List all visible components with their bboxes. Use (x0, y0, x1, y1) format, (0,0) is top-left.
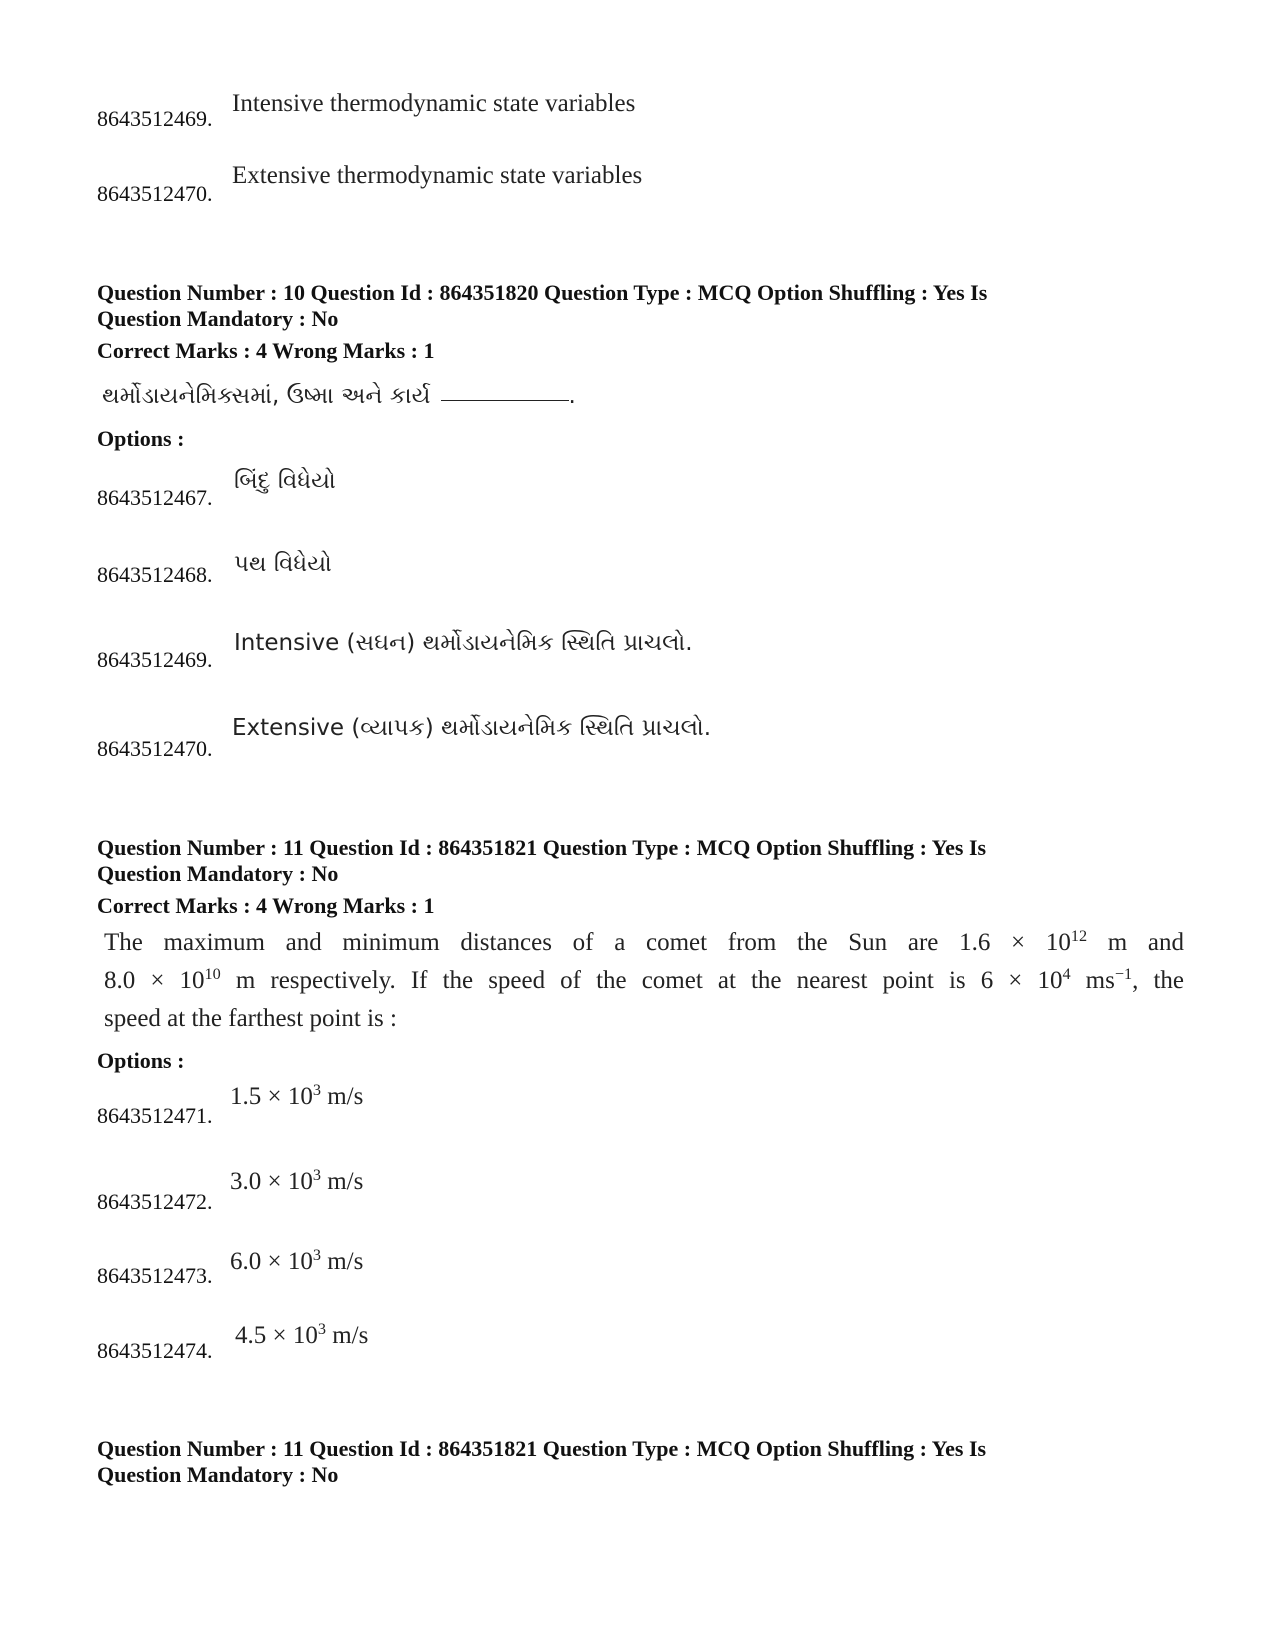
option-id: 8643512468. (97, 562, 213, 587)
option-id: 8643512472. (97, 1189, 213, 1214)
question-text: થર્મોડાયનેમિક્સમાં, ઉષ્મા અને કાર્ય . (102, 383, 576, 409)
option-id: 8643512471. (97, 1103, 213, 1128)
option-text: Intensive (સઘન) થર્મોડાયનેમિક સ્થિતિ પ્રાચલો. (234, 630, 693, 656)
option-text: $1.5 \times 10^3$ m/s (230, 1081, 364, 1110)
option-id: 8643512469. (97, 106, 213, 131)
options-label: Options : (97, 1048, 185, 1073)
question-header-cont: Question Mandatory : No (97, 861, 339, 886)
question-header-cont: Question Mandatory : No (97, 306, 339, 331)
options-label: Options : (97, 426, 185, 451)
option-text: Intensive thermodynamic state variables (232, 90, 636, 117)
option-text: $6.0 \times 10^3$ m/s (230, 1246, 364, 1275)
option-text: બિંદુ વિધેયો (234, 468, 336, 494)
option-id: 8643512469. (97, 647, 213, 672)
option-text: $3.0 \times 10^3$ m/s (230, 1166, 364, 1195)
option-id: 8643512473. (97, 1263, 213, 1288)
question-header: Question Number : 11 Question Id : 864351821 Question Type : MCQ Option Shuffling : Yes Is (97, 1436, 987, 1461)
question-text: The maximum and minimum distances of a comet from the Sun are $1.6 \times 10^{12}$ m and $8.0 \times 10^{10}$ m respectively. If the speed of the comet at the nearest point is $6 \times 10^4$ $ms^{-1}$, the speed at the farthest point is : (104, 927, 1185, 1032)
option-id: 8643512467. (97, 485, 213, 510)
marks-line: Correct Marks : 4 Wrong Marks : 1 (97, 893, 435, 918)
option-text: Extensive (વ્યાપક) થર્મોડાયનેમિક સ્થિતિ પ્રાચલો. (232, 715, 712, 741)
option-id: 8643512470. (97, 181, 213, 206)
option-text: $4.5 \times 10^3$ m/s (235, 1320, 369, 1349)
marks-line: Correct Marks : 4 Wrong Marks : 1 (97, 338, 435, 363)
option-id: 8643512470. (97, 736, 213, 761)
option-id: 8643512474. (97, 1338, 213, 1363)
question-header: Question Number : 10 Question Id : 864351820 Question Type : MCQ Option Shuffling : Yes Is (97, 280, 988, 305)
option-text: પથ વિધેયો (234, 551, 332, 577)
option-text: Extensive thermodynamic state variables (232, 162, 643, 189)
answer-blank (441, 400, 569, 401)
question-header-cont: Question Mandatory : No (97, 1462, 339, 1487)
question-header: Question Number : 11 Question Id : 864351821 Question Type : MCQ Option Shuffling : Yes Is (97, 835, 987, 860)
